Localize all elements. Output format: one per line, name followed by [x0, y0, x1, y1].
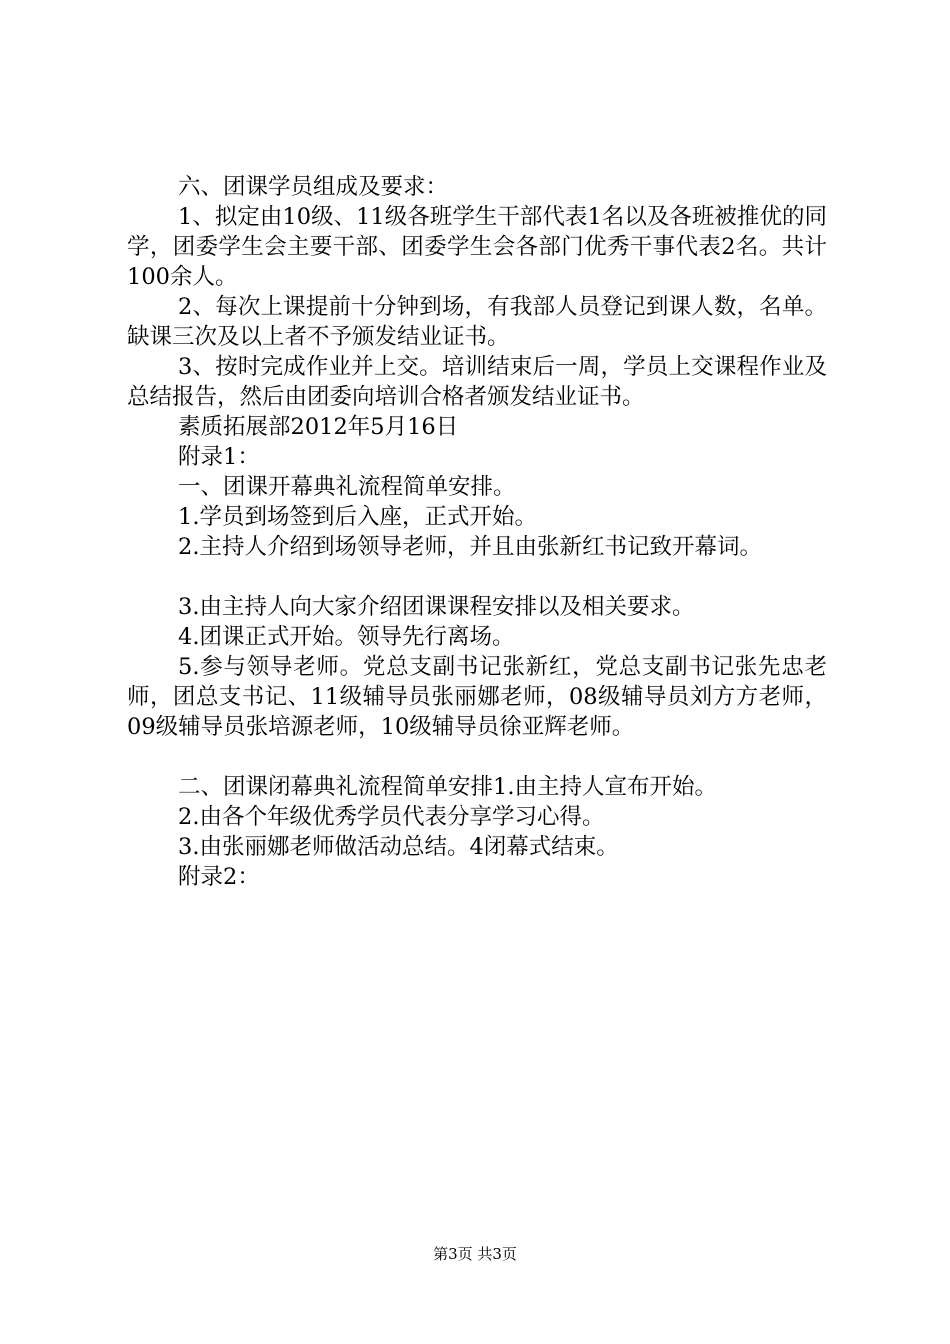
opening-step-3: 3.由主持人向大家介绍团课课程安排以及相关要求。	[178, 594, 695, 620]
appendix-2-heading: 附录2：	[178, 864, 260, 890]
paragraph-gap	[127, 742, 827, 772]
closing-step-3: 3.由张丽娜老师做活动总结。4闭幕式结束。	[178, 834, 619, 860]
appendix-1-heading: 附录1：	[178, 444, 260, 470]
closing-ceremony-heading: 二、团课闭幕典礼流程简单安排1.由主持人宣布开始。	[178, 774, 717, 800]
opening-ceremony-heading: 一、团课开幕典礼流程简单安排。	[178, 474, 516, 500]
requirement-item-1: 1、拟定由10级、11级各班学生干部代表1名以及各班被推优的同学，团委学生会主要干部、团委学生会各部门优秀干事代表2名。共计100余人。	[127, 204, 827, 290]
document-body	[127, 172, 827, 892]
signature-date: 素质拓展部2012年5月16日	[178, 414, 459, 440]
opening-step-2: 2.主持人介绍到场领导老师，并且由张新红书记致开幕词。	[178, 534, 762, 560]
paragraph-gap	[127, 562, 827, 592]
closing-step-2: 2.由各个年级优秀学员代表分享学习心得。	[178, 804, 605, 830]
page-footer: 第3页 共3页	[433, 1245, 517, 1263]
requirement-item-2: 2、每次上课提前十分钟到场，有我部人员登记到课人数，名单。缺课三次及以上者不予颁发结业证书。	[127, 294, 827, 350]
opening-step-5: 5.参与领导老师。党总支副书记张新红，党总支副书记张先忠老师，团总支书记、11级辅导员张丽娜老师，08级辅导员刘方方老师，09级辅导员张培源老师，10级辅导员徐亚辉老师。	[127, 654, 827, 740]
section-heading-trainee-composition: 六、团课学员组成及要求：	[178, 174, 449, 200]
requirement-item-3: 3、按时完成作业并上交。培训结束后一周，学员上交课程作业及总结报告，然后由团委向培训合格者颁发结业证书。	[127, 354, 827, 410]
opening-step-4: 4.团课正式开始。领导先行离场。	[178, 624, 515, 650]
opening-step-1: 1.学员到场签到后入座，正式开始。	[178, 504, 537, 530]
